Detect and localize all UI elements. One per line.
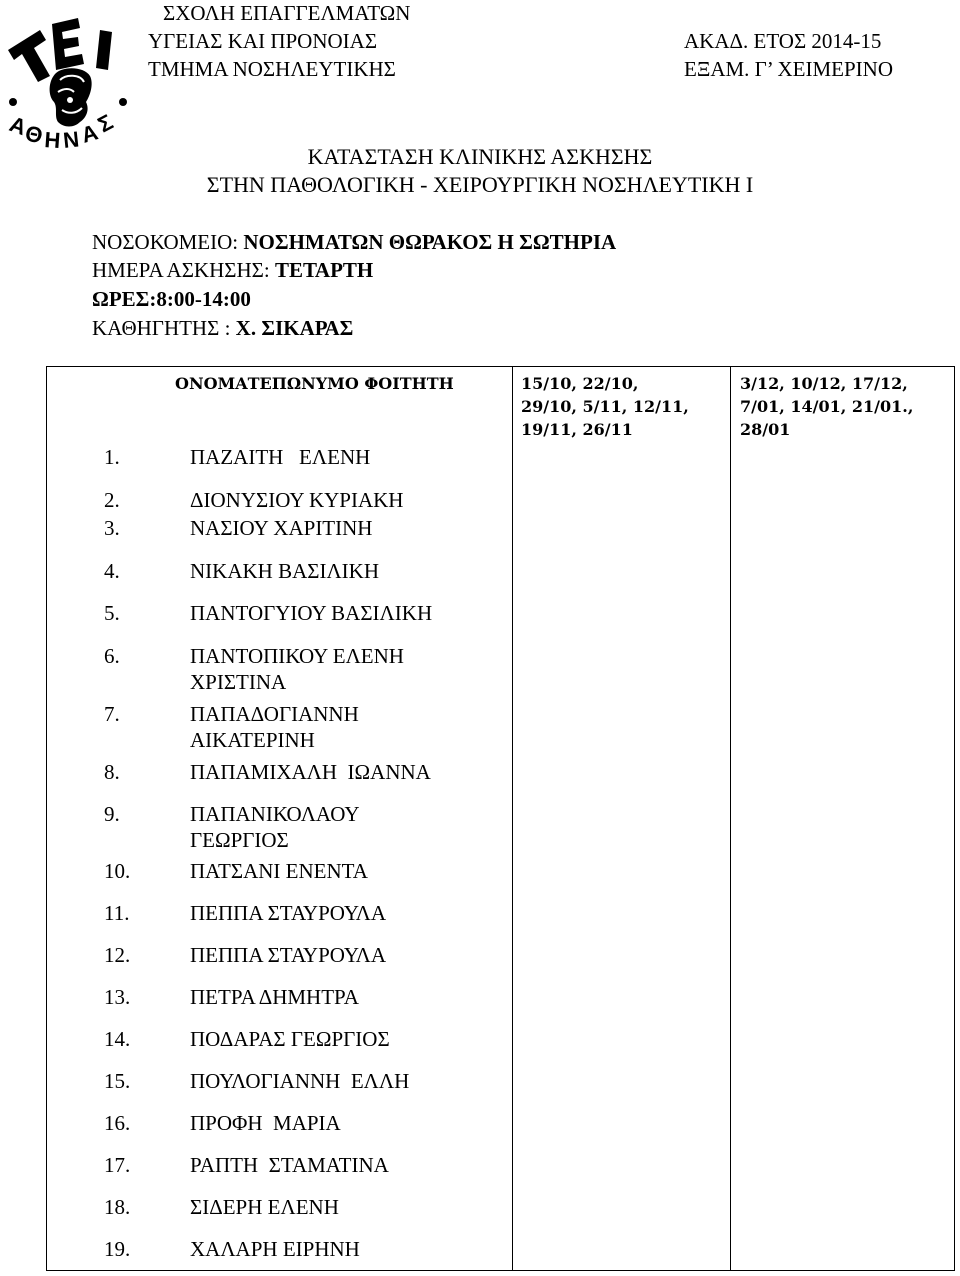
student-row (104, 600, 432, 626)
student-name: ΠΑΝΤΟΓΥΙΟΥ ΒΑΣΙΛΙΚΗ (190, 601, 433, 625)
school-name-line1: ΣΧΟΛΗ ΕΠΑΓΓΕΛΜΑΤΩΝ (163, 1, 411, 25)
dates-column-1 (513, 367, 731, 1271)
student-row (104, 1026, 390, 1052)
student-name: ΠΑΤΣΑΝΙ ΕΝΕΝΤΑ (190, 859, 368, 883)
student-row (104, 487, 403, 513)
student-row (104, 984, 359, 1010)
student-name: ΠΕΠΠΑ ΣΤΑΥΡΟΥΛΑ (190, 943, 387, 967)
student-number: 11. (104, 901, 130, 925)
student-number: 3. (104, 516, 120, 540)
student-name: ΝΙΚΑΚΗ ΒΑΣΙΛΙΚΗ (190, 559, 380, 583)
academic-year: ΑΚΑΔ. ΕΤΟΣ 2014-15 (684, 29, 882, 53)
student-name: ΣΙΔΕΡΗ ΕΛΕΝΗ (190, 1195, 339, 1219)
professor-label: ΚΑΘΗΓΗΤΗΣ : (92, 316, 236, 340)
student-name: ΧΑΛΑΡΗ ΕΙΡΗΝΗ (190, 1237, 360, 1261)
student-number: 2. (104, 488, 120, 512)
student-number: 18. (104, 1195, 131, 1219)
student-row (104, 1110, 341, 1136)
svg-text:Α: Α (6, 111, 30, 141)
document-title-line1: ΚΑΤΑΣΤΑΣΗ ΚΛΙΝΙΚΗΣ ΑΣΚΗΣΗΣ (307, 144, 653, 169)
student-number: 9. (104, 802, 120, 826)
student-name: ΠΑΠΑΝΙΚΟΛΑΟΥ ΓΕΩΡΓΙΟΣ (190, 802, 360, 852)
student-name: ΠΕΠΠΑ ΣΤΑΥΡΟΥΛΑ (190, 901, 387, 925)
student-name: ΠΑΝΤΟΠΙΚΟΥ ΕΛΕΝΗ ΧΡΙΣΤΙΝΑ (190, 644, 404, 694)
student-row (104, 558, 379, 584)
student-number: 16. (104, 1111, 131, 1135)
student-number: 12. (104, 943, 131, 967)
student-row (104, 515, 372, 541)
dates-1-line1: 15/10, 22/10, (521, 374, 639, 393)
column-header-name: ΟΝΟΜΑΤΕΠΩΝΥΜΟ ΦΟΙΤΗΤΗ (175, 374, 454, 393)
student-row (104, 759, 431, 785)
student-number: 8. (104, 760, 120, 784)
student-number: 6. (104, 644, 120, 668)
student-number: 17. (104, 1153, 131, 1177)
day-value: ΤΕΤΑΡΤΗ (274, 258, 374, 282)
student-row (104, 1236, 360, 1262)
column-header-dates-2 (731, 367, 954, 441)
svg-text:Α: Α (78, 119, 101, 148)
student-name: ΔΙΟΝΥΣΙΟΥ ΚΥΡΙΑΚΗ (190, 488, 404, 512)
professor-value: Χ. ΣΙΚΑΡΑΣ (235, 316, 354, 340)
student-row (104, 701, 359, 753)
student-number: 10. (104, 859, 131, 883)
school-name-line2: ΥΓΕΙΑΣ ΚΑΙ ΠΡΟΝΟΙΑΣ (148, 29, 378, 53)
professor-line (92, 314, 353, 342)
student-row (104, 643, 404, 695)
dates-2-line2: 7/01, 14/01, 21/01., (740, 397, 914, 416)
student-row (104, 1194, 339, 1220)
tei-athens-logo (0, 4, 150, 164)
hours-line (92, 285, 251, 313)
day-label: ΗΜΕΡΑ ΑΣΚΗΣΗΣ: (92, 258, 275, 282)
student-number: 4. (104, 559, 120, 583)
student-number: 1. (104, 445, 120, 469)
student-row (104, 444, 370, 470)
student-name: ΠΟΔΑΡΑΣ ΓΕΩΡΓΙΟΣ (190, 1027, 390, 1051)
hospital-line (92, 228, 616, 256)
student-row (104, 942, 386, 968)
dates-column-2 (731, 367, 955, 1271)
student-name: ΠΕΤΡΑ ΔΗΜΗΤΡΑ (190, 985, 359, 1009)
svg-text:Θ: Θ (22, 120, 45, 149)
hospital-label: ΝΟΣΟΚΟΜΕΙΟ: (92, 230, 244, 254)
dates-1-line2: 29/10, 5/11, 12/11, (521, 397, 689, 416)
student-number: 7. (104, 702, 120, 726)
student-number: 5. (104, 601, 120, 625)
student-row (104, 858, 368, 884)
student-row (104, 1152, 389, 1178)
student-number: 15. (104, 1069, 131, 1093)
student-number: 13. (104, 985, 131, 1009)
dates-1-line3: 19/11, 26/11 (521, 420, 633, 439)
student-name: ΝΑΣΙΟΥ ΧΑΡΙΤΙΝΗ (190, 516, 373, 540)
student-name: ΠΡΟΦΗ ΜΑΡΙΑ (190, 1111, 341, 1135)
svg-text:Ν: Ν (61, 126, 81, 153)
dates-2-line3: 28/01 (740, 420, 791, 439)
semester: ΕΞΑΜ. Γ’ ΧΕΙΜΕΡΙΝΟ (684, 57, 893, 81)
student-row (104, 900, 386, 926)
student-name: ΠΑΠΑΜΙΧΑΛΗ ΙΩΑΝΝΑ (190, 760, 431, 784)
svg-text:Η: Η (43, 127, 62, 154)
department-name: ΤΜΗΜΑ ΝΟΣΗΛΕΥΤΙΚΗΣ (148, 57, 396, 81)
student-number: 14. (104, 1027, 131, 1051)
document-title-line2: ΣΤΗΝ ΠΑΘΟΛΟΓΙΚΗ - ΧΕΙΡΟΥΡΓΙΚΗ ΝΟΣΗΛΕΥΤΙΚΗ Ι (206, 172, 754, 197)
student-name: ΡΑΠΤΗ ΣΤΑΜΑΤΙΝΑ (190, 1153, 389, 1177)
column-header-dates-1 (513, 367, 730, 441)
student-name: ΠΑΖΑΙΤΗ ΕΛΕΝΗ (190, 445, 371, 469)
dates-2-line1: 3/12, 10/12, 17/12, (740, 374, 908, 393)
student-row (104, 801, 360, 853)
practice-day-line (92, 256, 373, 284)
hours-value: ΩΡΕΣ:8:00-14:00 (92, 287, 251, 311)
svg-text:Σ: Σ (93, 109, 118, 138)
student-name: ΠΟΥΛΟΓΙΑΝΝΗ ΕΛΛΗ (190, 1069, 410, 1093)
student-name: ΠΑΠΑΔΟΓΙΑΝΝΗ ΑΙΚΑΤΕΡΙΝΗ (190, 702, 359, 752)
student-row (104, 1068, 409, 1094)
student-number: 19. (104, 1237, 131, 1261)
hospital-value: ΝΟΣΗΜΑΤΩΝ ΘΩΡΑΚΟΣ Η ΣΩΤΗΡΙΑ (243, 230, 617, 254)
